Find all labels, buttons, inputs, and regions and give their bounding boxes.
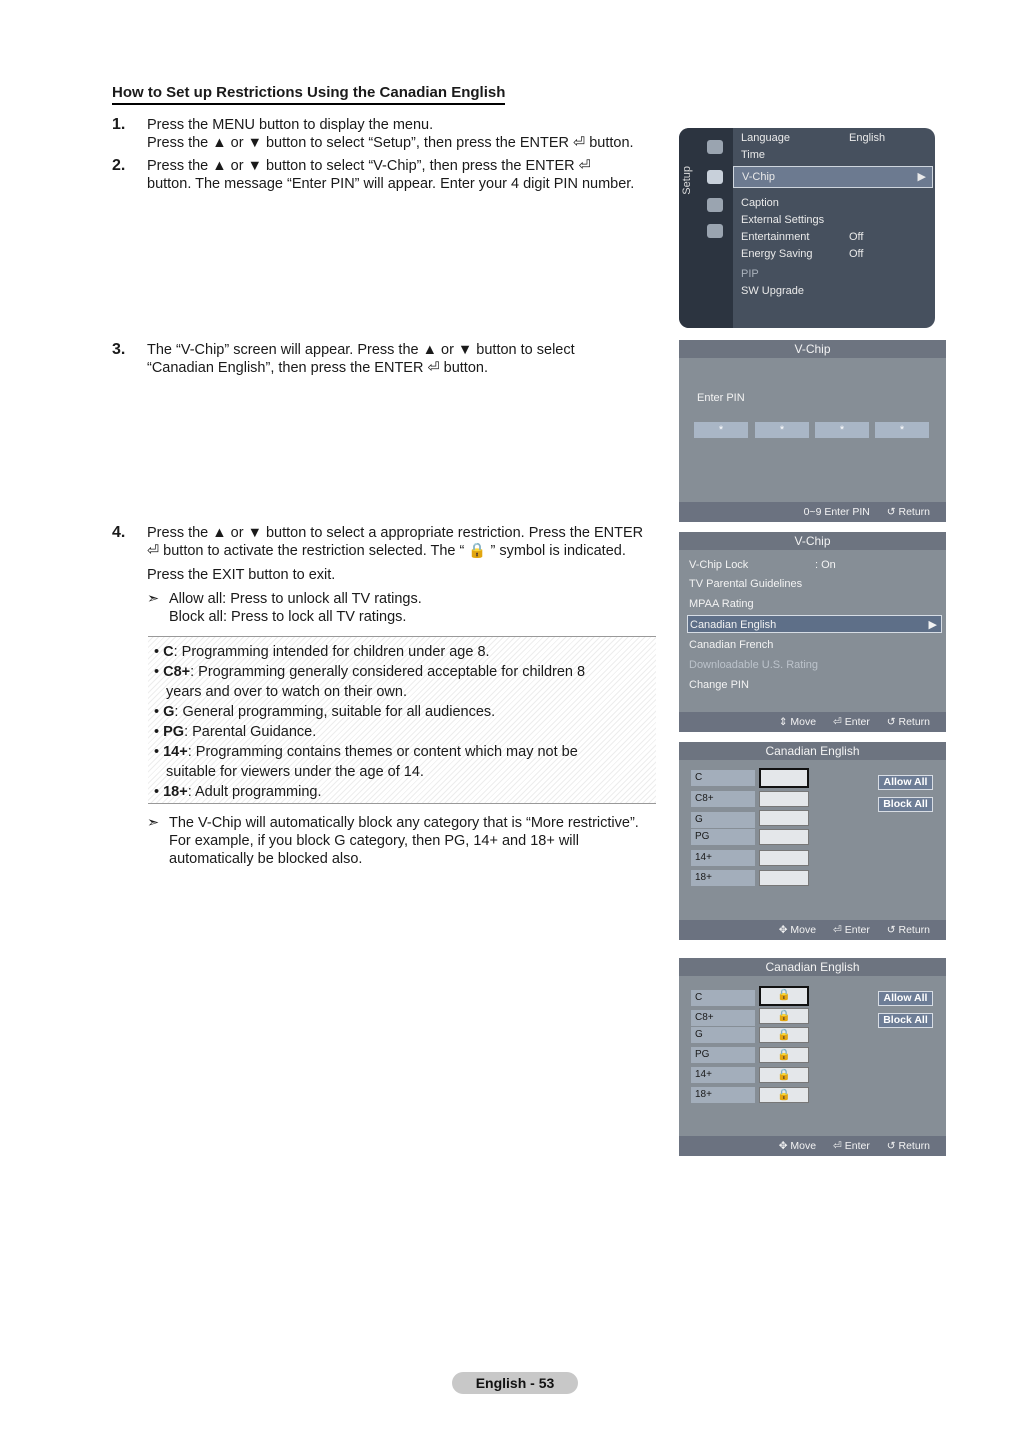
tv-parental-guidelines-row[interactable] <box>689 575 944 593</box>
category-label: G <box>691 1027 755 1043</box>
category-label: C8+ <box>691 791 755 807</box>
rating-code: C <box>163 644 174 660</box>
menu-item-vchip[interactable] <box>733 166 933 188</box>
pin-digit-2[interactable] <box>755 422 809 438</box>
row-label: Canadian French <box>689 639 774 651</box>
step-3-text <box>147 341 669 377</box>
rating-c8: • C8+: Programming generally considered acceptable for children 8 <box>154 664 586 680</box>
menu-item-label: PIP <box>741 268 759 280</box>
block-all-button[interactable]: Block All <box>878 797 933 812</box>
menu-sidebar <box>679 128 733 328</box>
rating-desc-cont: suitable for viewers under the age of 14. <box>166 764 424 780</box>
row-label: Canadian English <box>690 619 777 631</box>
lock-icon: 🔒 <box>777 1089 791 1101</box>
step-2-text <box>147 157 669 193</box>
enter-hint: ⏎ Enter <box>833 1140 870 1152</box>
row-label: Downloadable U.S. Rating <box>689 659 819 671</box>
rating-code: C8+ <box>163 664 191 680</box>
enter-pin-label: Enter PIN <box>697 392 745 404</box>
step-1-text <box>147 116 669 152</box>
category-label: C <box>691 770 755 786</box>
step-3-number: 3. <box>112 341 126 358</box>
canadian-screen-footer <box>679 920 946 940</box>
menu-item-label: Time <box>741 149 766 161</box>
menu-item-label: Energy Saving <box>741 248 813 260</box>
pin-digit-3[interactable] <box>815 422 869 438</box>
category-label: 14+ <box>691 850 755 866</box>
rating-pg: • PG: Parental Guidance. <box>154 724 317 740</box>
ratings-description-box <box>148 636 656 804</box>
allow-all-note: Allow all: Press to unlock all TV ratings. <box>169 591 422 607</box>
restrictive-note-line-1: The V-Chip will automatically block any category that is “More restrictive”. <box>169 815 639 831</box>
menu-item-entertainment[interactable] <box>741 229 931 245</box>
category-label: PG <box>691 829 755 845</box>
category-label: C <box>691 990 755 1006</box>
category-label: C8+ <box>691 1010 755 1026</box>
move-hint: ✥ Move <box>778 924 817 936</box>
step-4-line-1: Press the ▲ or ▼ button to select a appropriate restriction. Press the ENTER <box>147 525 644 541</box>
setup-menu-screen <box>679 128 935 328</box>
block-all-note: Block all: Press to lock all TV ratings. <box>169 609 407 625</box>
lock-cell[interactable] <box>759 791 809 807</box>
pin-mask: * <box>899 424 905 436</box>
step-2-line-2: button. The message “Enter PIN” will appear. Enter your 4 digit PIN number. <box>147 176 635 192</box>
input-icon <box>707 198 723 212</box>
lock-cell[interactable] <box>759 1008 809 1024</box>
vchip-lock-row[interactable] <box>689 556 944 574</box>
lock-cell[interactable] <box>759 850 809 866</box>
rating-desc: : Parental Guidance. <box>184 724 317 740</box>
rating-desc: : Programming intended for children under age 8. <box>173 644 490 660</box>
canadian-french-row[interactable] <box>689 636 944 654</box>
step-1-number: 1. <box>112 116 126 133</box>
rating-14: • 14+: Programming contains themes or content which may not be <box>154 744 578 760</box>
rating-code: 14+ <box>163 744 188 760</box>
lock-icon: 🔒 <box>777 1069 791 1081</box>
lock-cell[interactable] <box>759 870 809 886</box>
canadian-screen-footer <box>679 1136 946 1156</box>
pin-mask: * <box>779 424 785 436</box>
lock-icon: 🔒 <box>777 1029 791 1041</box>
rating-code: PG <box>163 724 185 740</box>
row-label: V-Chip Lock <box>689 559 749 571</box>
menu-item-pip[interactable] <box>741 266 931 282</box>
row-value: : On <box>815 559 836 571</box>
pin-mask: * <box>718 424 724 436</box>
canadian-screen-title: Canadian English <box>679 742 946 760</box>
return-hint: ↺ Return <box>886 1140 930 1152</box>
note-arrow-icon: ➣ <box>147 815 160 831</box>
change-pin-row[interactable] <box>689 676 944 694</box>
rating-desc: : General programming, suitable for all audiences. <box>174 704 496 720</box>
menu-item-time[interactable] <box>741 147 931 163</box>
menu-item-label: Caption <box>741 197 779 209</box>
section-heading: How to Set up Restrictions Using the Canadian English <box>112 84 505 105</box>
row-label: Change PIN <box>689 679 749 691</box>
enter-hint: ⏎ Enter <box>833 716 870 728</box>
category-label: PG <box>691 1047 755 1063</box>
page-number-footer: English - 53 <box>452 1372 578 1394</box>
arrow-right-icon: ▶ <box>917 171 926 183</box>
rating-code: G <box>163 704 175 720</box>
rating-desc-cont: years and over to watch on their own. <box>166 684 407 700</box>
allow-block-note <box>147 590 669 626</box>
setup-gear-icon <box>707 170 723 184</box>
picture-icon <box>707 140 723 154</box>
rating-18: • 18+: Adult programming. <box>154 784 322 800</box>
menu-item-energy-saving[interactable] <box>741 246 931 262</box>
step-2-line-1: Press the ▲ or ▼ button to select “V-Chip”, then press the ENTER ⏎ <box>147 158 591 174</box>
lock-cell[interactable] <box>759 768 809 788</box>
step-1-line-1: Press the MENU button to display the menu. <box>147 117 434 133</box>
step-4-text <box>147 524 669 560</box>
move-hint: ⇕ Move <box>778 716 817 728</box>
restrictive-note <box>147 814 669 868</box>
lock-cell[interactable] <box>759 1027 809 1043</box>
vchip-screen-footer <box>679 712 946 732</box>
step-2-number: 2. <box>112 157 126 174</box>
step-4-line-2: ⏎ button to activate the restriction selected. The “ 🔒 ” symbol is indicated. <box>147 543 626 559</box>
rating-g: • G: General programming, suitable for all audiences. <box>154 704 496 720</box>
enter-hint: ⏎ Enter <box>833 924 870 936</box>
menu-item-label: V-Chip <box>742 171 776 183</box>
mpaa-rating-row[interactable] <box>689 595 944 613</box>
vchip-screen <box>679 532 946 732</box>
menu-item-label: Language <box>741 132 790 144</box>
canadian-screen-title: Canadian English <box>679 958 946 976</box>
lock-cell[interactable] <box>759 810 809 826</box>
menu-item-sw-upgrade[interactable] <box>741 283 931 299</box>
step-3-line-2: “Canadian English”, then press the ENTER ⏎ button. <box>147 360 488 376</box>
lock-cell[interactable] <box>759 1087 809 1103</box>
lock-icon: 🔒 <box>777 989 791 1001</box>
restrictive-note-line-3: automatically be blocked also. <box>169 851 363 867</box>
row-label: TV Parental Guidelines <box>689 578 803 590</box>
return-hint: ↺ Return <box>886 924 930 936</box>
category-label: 18+ <box>691 1087 755 1103</box>
menu-item-value: Off <box>849 248 864 260</box>
rating-c: • C: Programming intended for children under age 8. <box>154 644 490 660</box>
rating-desc: : Programming generally considered acceptable for children 8 <box>190 664 586 680</box>
vchip-screen-title: V-Chip <box>679 532 946 550</box>
category-label: 18+ <box>691 870 755 886</box>
lock-cell[interactable] <box>759 829 809 845</box>
sidebar-setup-label: Setup <box>681 166 693 195</box>
lock-cell[interactable] <box>759 1067 809 1083</box>
menu-item-language[interactable] <box>741 130 931 146</box>
step-1-line-2: Press the ▲ or ▼ button to select “Setup”, then press the ENTER ⏎ button. <box>147 135 634 151</box>
move-hint: ✥ Move <box>778 1140 817 1152</box>
allow-all-button[interactable]: Allow All <box>878 775 933 790</box>
downloadable-us-rating-row[interactable] <box>689 656 944 674</box>
rating-code: 18+ <box>163 784 188 800</box>
arrow-right-icon: ▶ <box>928 619 937 631</box>
step-3-line-1: The “V-Chip” screen will appear. Press the ▲ or ▼ button to select <box>147 342 575 358</box>
menu-item-label: SW Upgrade <box>741 285 804 297</box>
menu-item-value: Off <box>849 231 864 243</box>
pin-mask: * <box>839 424 845 436</box>
return-hint: ↺ Return <box>886 716 930 728</box>
category-label: G <box>691 812 755 828</box>
menu-item-label: External Settings <box>741 214 825 226</box>
restrictive-note-line-2: For example, if you block G category, then PG, 14+ and 18+ will <box>169 833 579 849</box>
menu-item-caption[interactable] <box>741 195 931 211</box>
menu-item-label: Entertainment <box>741 231 810 243</box>
step-4-number: 4. <box>112 524 126 541</box>
lock-cell[interactable] <box>759 986 809 1006</box>
menu-item-external-settings[interactable] <box>741 212 931 228</box>
lock-cell[interactable] <box>759 1047 809 1063</box>
enter-pin-hint: 0~9 Enter PIN <box>803 506 870 518</box>
rating-desc: : Programming contains themes or content which may not be <box>187 744 578 760</box>
row-label: MPAA Rating <box>689 598 754 610</box>
note-arrow-icon: ➣ <box>147 591 160 607</box>
application-icon <box>707 224 723 238</box>
allow-all-button[interactable]: Allow All <box>878 991 933 1006</box>
lock-icon: 🔒 <box>777 1049 791 1061</box>
pin-digit-4[interactable] <box>875 422 929 438</box>
return-hint: ↺ Return <box>886 506 930 518</box>
rating-desc: : Adult programming. <box>187 784 322 800</box>
block-all-button[interactable]: Block All <box>878 1013 933 1028</box>
menu-item-value: English <box>849 132 886 144</box>
exit-instruction: Press the EXIT button to exit. <box>147 567 336 583</box>
pin-screen-title: V-Chip <box>679 340 946 358</box>
category-label: 14+ <box>691 1067 755 1083</box>
lock-icon: 🔒 <box>777 1010 791 1022</box>
canadian-english-row[interactable] <box>687 615 942 633</box>
pin-screen-footer <box>679 502 946 522</box>
pin-digit-1[interactable] <box>694 422 748 438</box>
